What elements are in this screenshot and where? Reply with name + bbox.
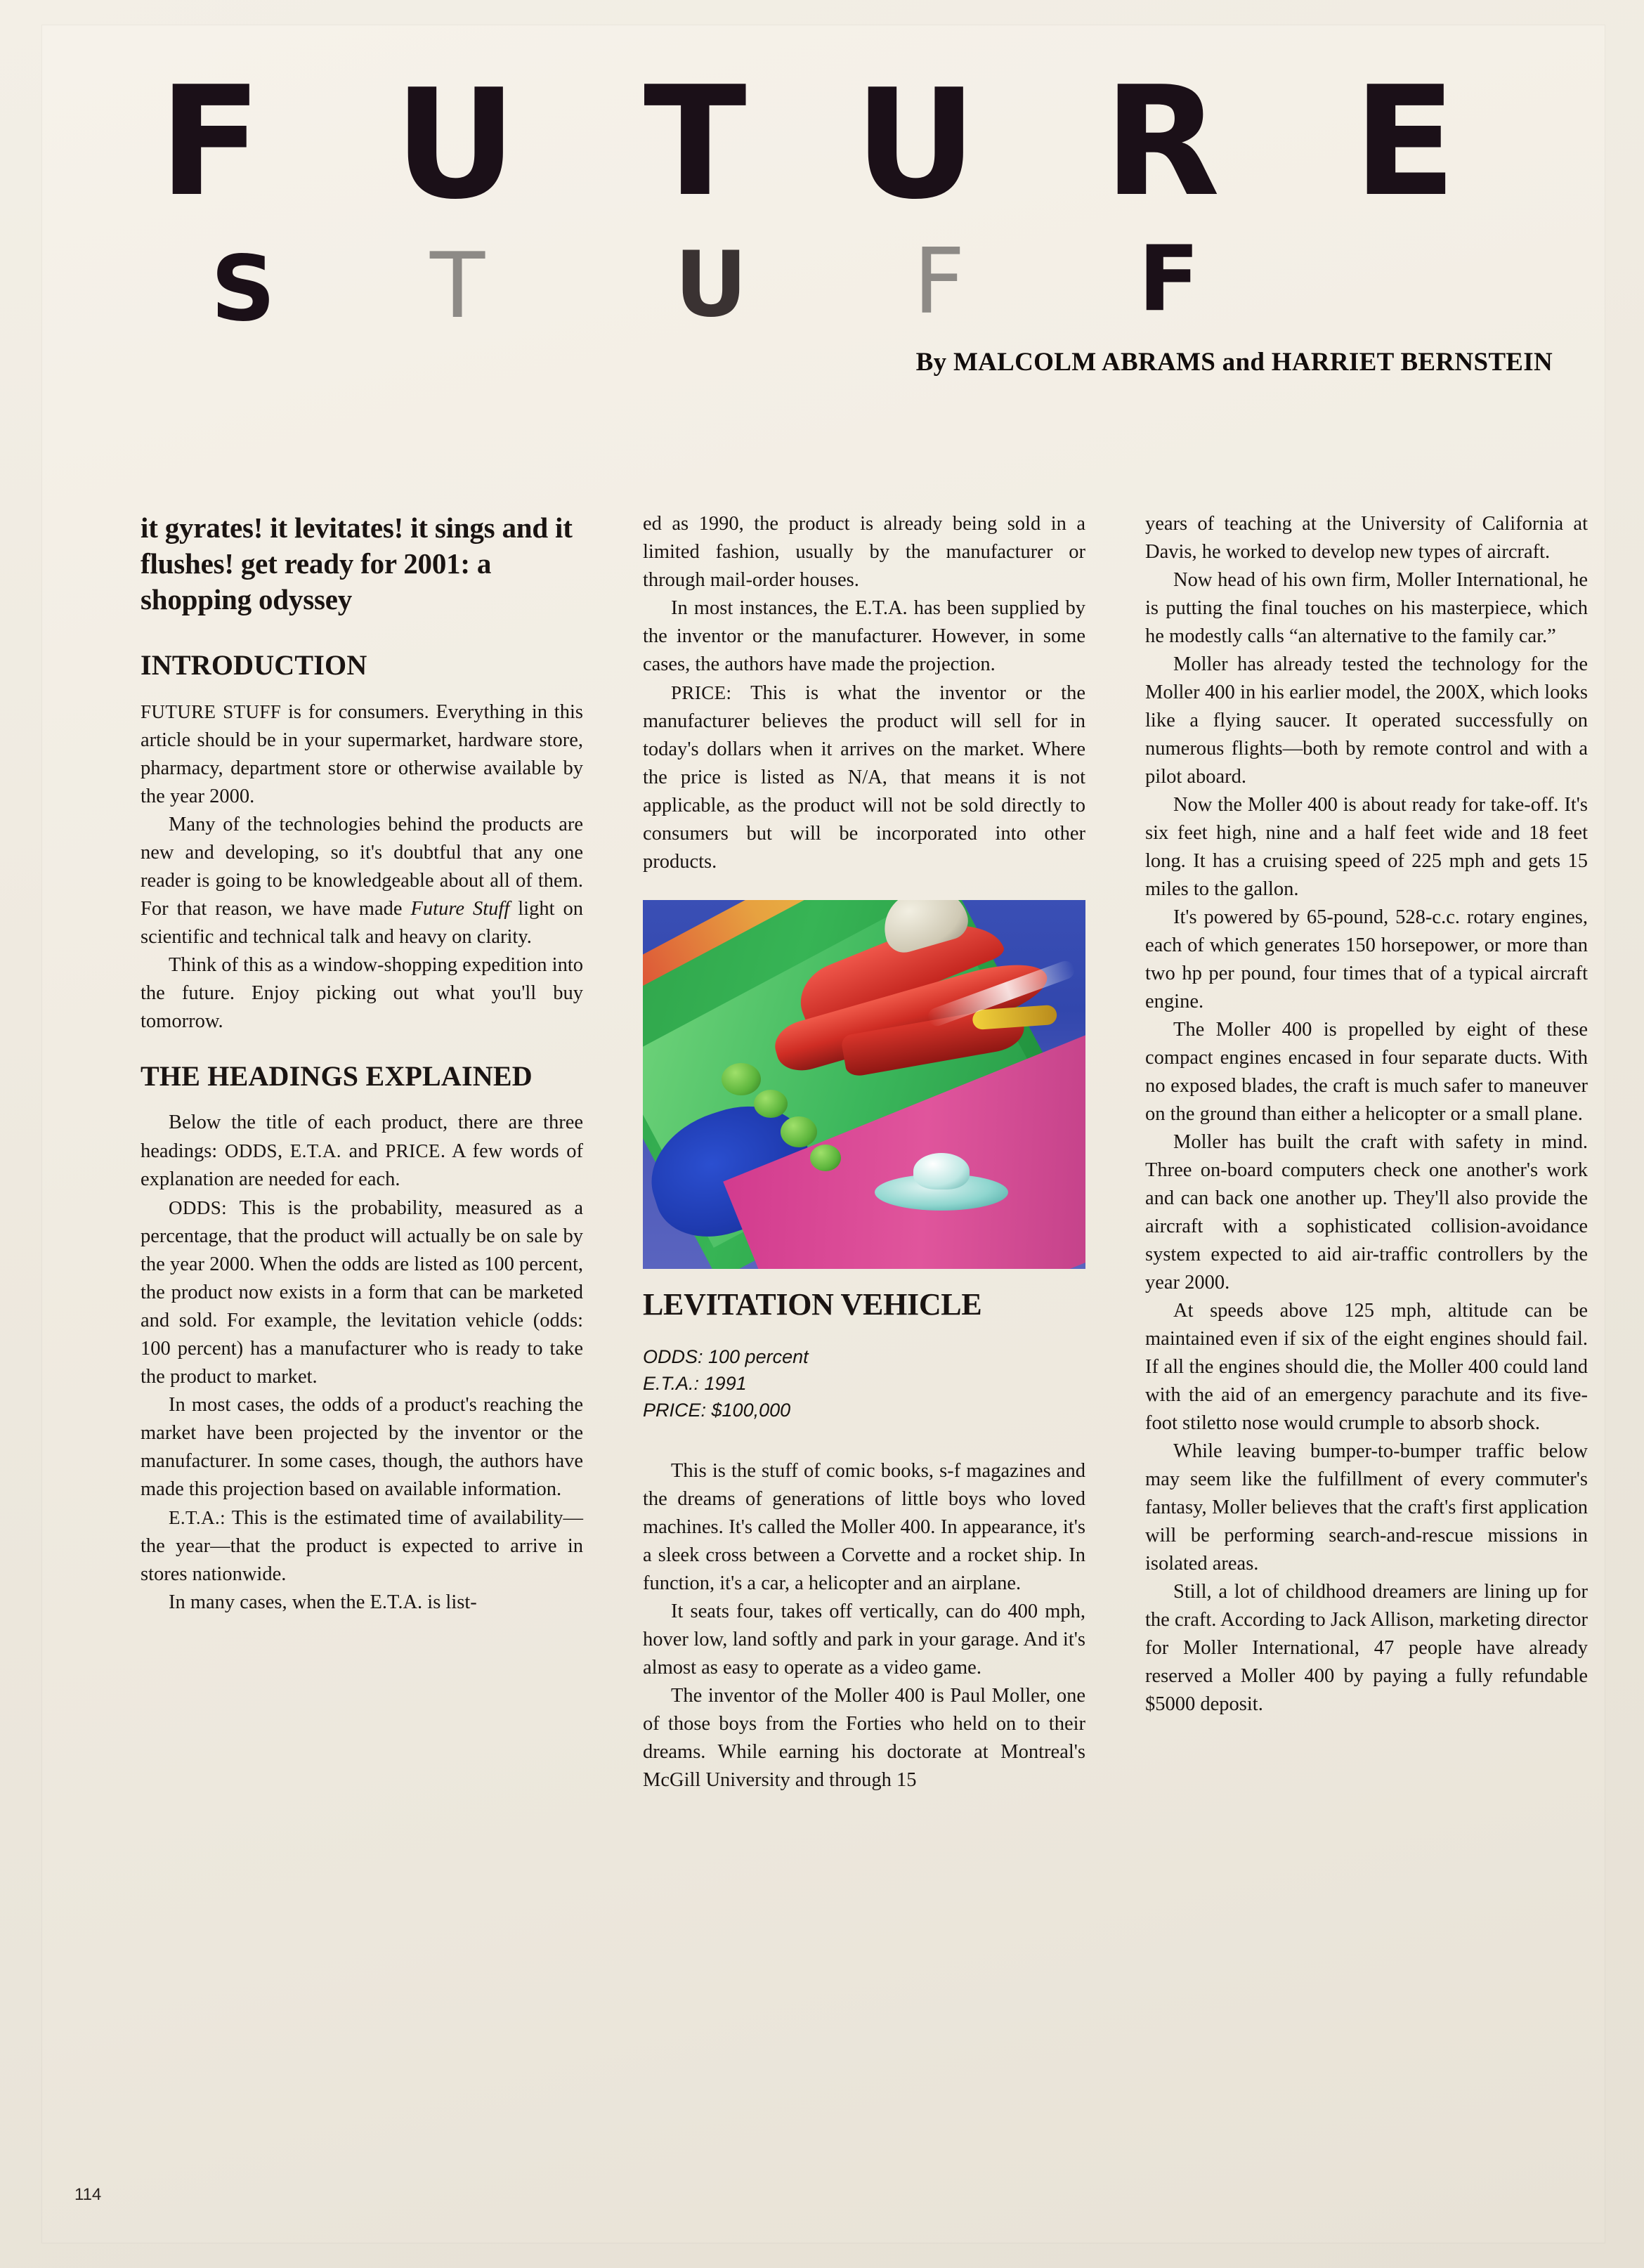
product-specs — [643, 1343, 1085, 1423]
product-paragraph-1: This is the stuff of comic books, s-f magazines and the dreams of generations of little boys who loved machines. It's called the Moller 400. In appearance, it's a sleek cross between a Corvette and a rocket ship. In function, it's a car, a helicopter and an airplane. — [643, 1460, 1085, 1594]
column-three — [1145, 510, 1588, 1719]
page-content-area — [42, 25, 1605, 2243]
title-letter-r1: R — [1104, 53, 1216, 230]
headings-p1c: and — [341, 1140, 386, 1162]
article-deck: it gyrates! it levitates! it sings and it flushes! get ready for 2001: a shopping odyssey — [141, 511, 573, 615]
continued-paragraph-2: In most instances, the E.T.A. has been supplied by the inventor or the manufacturer. However, in some cases, the authors have made the projection. — [643, 597, 1085, 675]
headings-paragraph-1 — [141, 1109, 583, 1194]
product-paragraph-6: Moller has already tested the technology for the Moller 400 in his earlier model, the 200X, which looks like a flying saucer. It operated successfully on numerous flights—both by remote control and with a pilot aboard. — [1145, 653, 1588, 788]
illustration-saucer — [875, 1153, 1008, 1220]
page-number: 114 — [74, 2185, 102, 2204]
headings-p1b: , — [277, 1140, 290, 1162]
intro-paragraph-2b: light on scientific and technical talk and heavy on clarity. — [141, 898, 583, 948]
product-paragraph-2: It seats four, takes off vertically, can do 400 mph, hover low, land softly and park in your garage. And it's almost as easy to operate as a video game. — [643, 1601, 1085, 1679]
smallcaps-price-label: PRICE: — [671, 682, 732, 703]
title-letter-t1: T — [644, 53, 743, 230]
title-line-stuff — [211, 227, 1567, 341]
smallcaps-odds-label: ODDS: — [169, 1197, 228, 1218]
odds-definition-text: This is the probability, measured as a percentage, that the product will actually be on sale by the year 2000. When the odds are listed as 100 percent, the product now exists in a form that can be marketed and sold. For example, the levitation vehicle (odds: 100 percent) has a manufacturer who is ready to take the product to market. — [141, 1197, 583, 1388]
product-paragraph-7: Now the Moller 400 is about ready for take-off. It's six feet high, nine and a half feet wide and 18 feet long. It has a cruising speed of 225 mph and gets 15 miles to the gallon. — [1145, 794, 1588, 900]
eta-definition-paragraph — [141, 1504, 583, 1589]
byline: By MALCOLM ABRAMS and HARRIET BERNSTEIN — [915, 348, 1553, 377]
section-heading-introduction: INTRODUCTION — [141, 649, 367, 681]
intro-paragraph-3: Think of this as a window-shopping expedition into the future. Enjoy picking out what you'll buy tomorrow. — [141, 954, 583, 1032]
price-definition-paragraph — [643, 679, 1085, 876]
product-paragraph-9: The Moller 400 is propelled by eight of these compact engines encased in four separate ducts. With no exposed blades, the craft is much safer to maneuver on the ground than either a helicopter or a small plane. — [1145, 1019, 1588, 1125]
title-letter-e1: E — [1353, 53, 1452, 230]
title-line-future — [159, 53, 1557, 233]
headings-p1d: . A few words of explanation are needed for each. — [141, 1140, 583, 1190]
title-letter-f1: F — [159, 53, 258, 230]
title-letter-u1: U — [394, 56, 513, 233]
levitation-vehicle-illustration — [643, 900, 1085, 1269]
product-paragraph-4: years of teaching at the University of California at Davis, he worked to develop new types of aircraft. — [1145, 513, 1588, 563]
smallcaps-price: PRICE — [385, 1140, 441, 1161]
title-letter-u3: U — [674, 233, 748, 337]
product-paragraph-8: It's powered by 65-pound, 528-c.c. rotary engines, each of which generates 150 horsepower, or more than two hp per pound, four times that of a typical aircraft engine. — [1145, 906, 1588, 1012]
spec-price: PRICE: $100,000 — [643, 1400, 791, 1421]
section-heading-headings-explained: THE HEADINGS EXPLAINED — [141, 1060, 533, 1092]
product-paragraph-3: The inventor of the Moller 400 is Paul Moller, one of those boys from the Forties who held on to their dreams. While earning his doctorate at Montreal's McGill University and through 15 — [643, 1685, 1085, 1791]
product-title: LEVITATION VEHICLE — [643, 1287, 982, 1322]
smallcaps-odds: ODDS — [224, 1140, 278, 1161]
product-paragraph-10: Moller has built the craft with safety in mind. Three on-board computers check one another's work and can back one another up. They'll also provide the aircraft with a sophisticated collision-avoidance system expected to aid air-traffic controllers by the year 2000. — [1145, 1131, 1588, 1293]
continued-paragraph-1: ed as 1990, the product is already being sold in a limited fashion, usually by the manufacturer or through mail-order houses. — [643, 513, 1085, 591]
odds-definition-paragraph — [141, 1194, 583, 1391]
title-letter-f2: F — [913, 230, 965, 334]
intro-paragraph-1-text: is for consumers. Everything in this article should be in your supermarket, hardware store, pharmacy, department store or otherwise available by the year 2000. — [141, 701, 583, 807]
price-definition-text: This is what the inventor or the manufacturer believes the product will sell for in today's dollars when it arrives on the market. Where the price is listed as N/A, that means it is not applicable, as the product will not be sold directly to consumers but will be incorporated into other products. — [643, 682, 1085, 873]
product-paragraph-11: At speeds above 125 mph, altitude can be maintained even if six of the eight engines should fail. If all the engines should die, the Moller 400 could land with the aid of an emergency parachute and its five-foot stiletto nose would crumple to absorb shock. — [1145, 1300, 1588, 1434]
smallcaps-eta: E.T.A. — [289, 1140, 341, 1161]
intro-paragraph-1 — [141, 698, 583, 811]
masthead — [119, 53, 1553, 396]
spec-odds: ODDS: 100 percent — [643, 1346, 809, 1367]
intro-paragraph-2-italic: Future Stuff — [410, 898, 510, 920]
product-paragraph-5: Now head of his own firm, Moller International, he is putting the final touches on his masterpiece, which he modestly calls “an alternative to the family car.” — [1145, 569, 1588, 647]
illustration-saucer-dome — [913, 1153, 970, 1190]
title-letter-u2: U — [854, 56, 973, 233]
title-letter-s2: S — [211, 237, 276, 341]
column-two — [643, 510, 1085, 1794]
product-paragraph-13: Still, a lot of childhood dreamers are lining up for the craft. According to Jack Allison, marketing director for Moller International, 47 people have already reserved a Moller 400 by paying a fully refundable $5000 deposit. — [1145, 1581, 1588, 1715]
intro-paragraph-2 — [141, 811, 583, 951]
intro-paragraph-2a: Many of the technologies behind the products are new and developing, so it's doubtful that any one reader is going to be knowledgeable about all of them. For that reason, we have made — [141, 814, 583, 920]
smallcaps-future-stuff: FUTURE STUFF — [141, 701, 282, 722]
illustration-tree — [810, 1145, 841, 1171]
title-letter-f3: F — [1138, 227, 1200, 332]
headings-p1a: Below the title of each product, there are three headings: — [141, 1112, 583, 1162]
product-paragraph-12: While leaving bumper-to-bumper traffic below may seem like the fulfillment of every commuter's fantasy, Moller believes that the craft's first application will be performing search-and-rescue missions in isolated areas. — [1145, 1440, 1588, 1575]
illustration-tree — [722, 1063, 761, 1095]
eta-paragraph-2: In many cases, when the E.T.A. is list- — [169, 1591, 477, 1613]
title-letter-t2: T — [430, 234, 485, 339]
spec-eta: E.T.A.: 1991 — [643, 1373, 747, 1394]
eta-definition-text: This is the estimated time of availability—the year—that the product is expected to arrive in stores nationwide. — [141, 1507, 583, 1585]
odds-paragraph-2: In most cases, the odds of a product's reaching the market have been projected by the inventor or the manufacturer. In some cases, though, the authors have made this projection based on available information. — [141, 1394, 583, 1500]
column-one — [141, 510, 583, 1617]
smallcaps-eta-label: E.T.A.: — [169, 1507, 226, 1528]
